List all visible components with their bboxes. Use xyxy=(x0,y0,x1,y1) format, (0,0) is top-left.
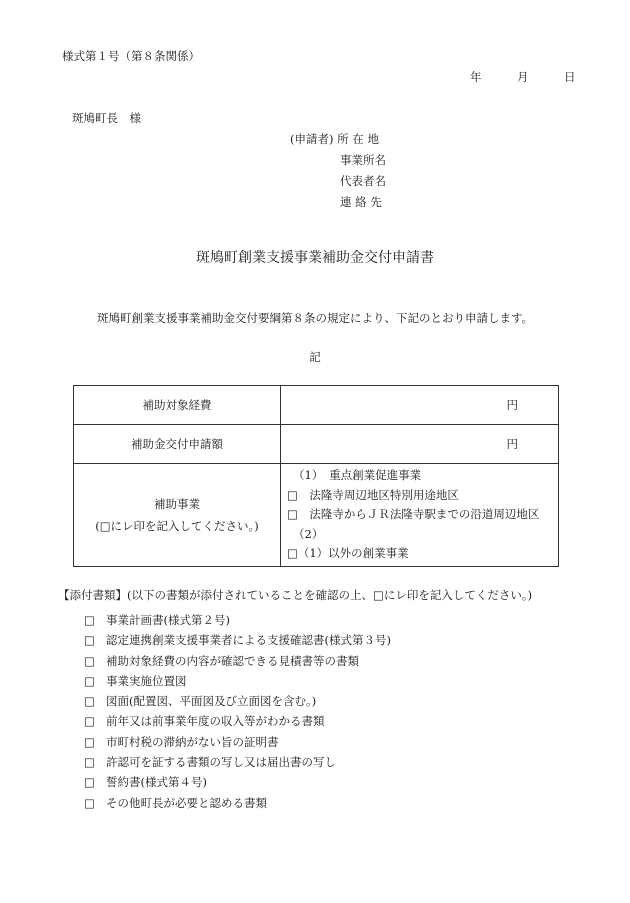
list-item xyxy=(84,671,391,691)
eligible-cost-value[interactable]: 円 xyxy=(281,386,559,425)
project-label-cell xyxy=(74,464,281,567)
attachments-list xyxy=(84,610,391,813)
checkbox[interactable]: □ xyxy=(84,775,95,790)
attachment-label: 市町村税の滞納がない旨の証明書 xyxy=(106,734,279,749)
checkbox[interactable]: □ xyxy=(84,714,95,729)
attachments-heading: 【添付書類】(以下の書類が添付されていることを確認の上、□にレ印を記入してください。) xyxy=(58,588,533,602)
option-heading-1: （1） 重点創業促進事業 xyxy=(293,468,422,482)
ki-marker: 記 xyxy=(309,350,321,364)
attachment-label: 誓約書(様式第４号) xyxy=(106,775,207,790)
applicant-address-label: (申請者) 所 在 地 xyxy=(290,132,379,146)
project-options xyxy=(281,464,559,567)
list-item xyxy=(84,711,391,731)
eligible-cost-label: 補助対象経費 xyxy=(74,386,281,425)
checkbox[interactable]: □ xyxy=(84,795,95,810)
applicant-business-name: 事業所名 xyxy=(340,153,386,167)
form-number: 様式第１号（第８条関係） xyxy=(62,49,200,63)
attachment-label: 事業実施位置図 xyxy=(106,673,187,688)
list-item xyxy=(84,752,391,772)
attachment-label: 許認可を証する書類の写し又は届出書の写し xyxy=(106,755,336,770)
list-item xyxy=(84,691,391,711)
date-year: 年 xyxy=(470,70,482,84)
attachment-label: 図面(配置図、平面図及び立面図を含む。) xyxy=(106,694,317,709)
attachment-label: 補助対象経費の内容が確認できる見積書等の書類 xyxy=(106,653,359,668)
addressee: 斑鳩町長 様 xyxy=(72,111,141,125)
date-month: 月 xyxy=(517,70,529,84)
option-heading-2: （2） xyxy=(293,526,324,541)
list-item xyxy=(84,772,391,792)
checkbox[interactable]: □ xyxy=(84,613,95,627)
checkbox[interactable]: □ xyxy=(84,673,95,688)
option-horyuji-roadside[interactable]: □ 法隆寺からＪＲ法隆寺駅までの沿道周辺地区 xyxy=(287,507,540,521)
list-item xyxy=(84,630,391,650)
list-item xyxy=(84,651,391,671)
attachment-label: 前年又は前事業年度の収入等がわかる書類 xyxy=(106,714,325,729)
attachment-label: 認定連携創業支援事業者による支援確認書(様式第３号) xyxy=(106,633,391,648)
project-label: 補助事業 xyxy=(154,496,200,511)
project-note: (□にレ印を記入してください。) xyxy=(95,518,259,533)
list-item xyxy=(84,793,391,813)
option-other-startup[interactable]: □（1）以外の創業事業 xyxy=(287,546,409,560)
requested-amount-value[interactable]: 円 xyxy=(281,425,559,464)
document-title: 斑鳩町創業支援事業補助金交付申請書 xyxy=(196,250,434,266)
application-table xyxy=(73,385,559,567)
list-item xyxy=(84,732,391,752)
applicant-representative: 代表者名 xyxy=(340,174,386,188)
attachment-label: 事業計画書(様式第２号) xyxy=(106,613,230,627)
applicant-contact: 連 絡 先 xyxy=(340,195,382,209)
table-row xyxy=(74,386,559,425)
table-row xyxy=(74,425,559,464)
checkbox[interactable]: □ xyxy=(84,734,95,749)
checkbox[interactable]: □ xyxy=(84,653,95,668)
body-text: 斑鳩町創業支援事業補助金交付要綱第８条の規定により、下記のとおり申請します。 xyxy=(96,311,534,325)
option-horyuji-special-use[interactable]: □ 法隆寺周辺地区特別用途地区 xyxy=(287,487,459,502)
checkbox[interactable]: □ xyxy=(84,755,95,770)
date-day: 日 xyxy=(564,70,576,84)
attachment-label: その他町長が必要と認める書類 xyxy=(106,795,267,810)
table-row xyxy=(74,464,559,567)
requested-amount-label: 補助金交付申請額 xyxy=(74,425,281,464)
checkbox[interactable]: □ xyxy=(84,694,95,709)
checkbox[interactable]: □ xyxy=(84,633,95,648)
list-item xyxy=(84,610,391,630)
